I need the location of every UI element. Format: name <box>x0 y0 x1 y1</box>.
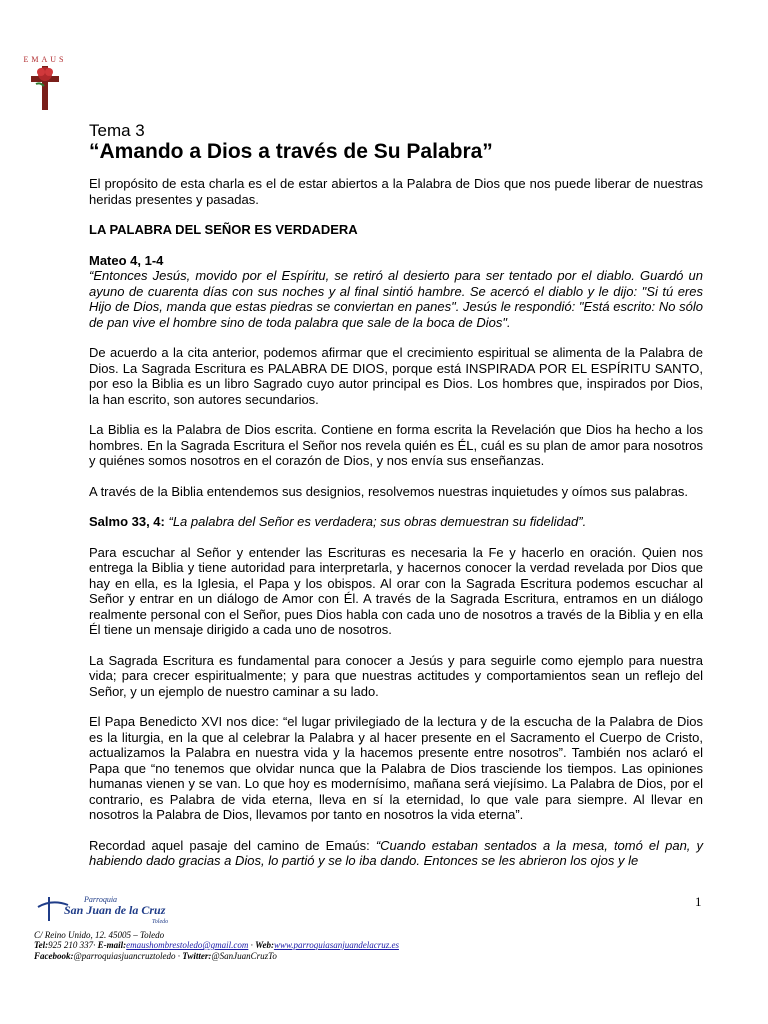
paragraph-8-lead: Recordad aquel pasaje del camino de Emaús: <box>89 837 376 853</box>
footer-social-line <box>34 951 734 962</box>
page-title: “Amando a Dios a través de Su Palabra” <box>89 140 493 163</box>
parish-line2: San Juan de la Cruz <box>64 903 166 917</box>
mateo-reference: Mateo 4, 1-4 <box>89 252 164 268</box>
salmo-verse: “La palabra del Señor es verdadera; sus obras demuestran su fidelidad”. <box>164 514 587 529</box>
intro-paragraph: El propósito de esta charla es el de estar abiertos a la Palabra de Dios que nos puede liberar de nuestras heridas presentes y pasadas. <box>89 176 703 207</box>
facebook-label: Facebook: <box>34 950 74 961</box>
paragraph-5: Para escuchar al Señor y entender las Escrituras es necesaria la Fe y hacerlo en oración. Quien nos entrega la Biblia y tiene autoridad para interpretarla, y hacernos conocer la verdad revelada por Dios que hay en ella, es la Iglesia, el Papa y los obispos. Al orar con la Sagrada Escritura podemos escuchar al Señor y entrar en un diálogo de Amor con Él. A través de la Sagrada Escritura, entramos en un diálogo realmente personal con el Señor, pues Dios habla con cada uno de nosotros a través de la Biblia y en ella Él tiene un mensaje dirigido a cada uno de nosotros. <box>89 544 703 637</box>
email-link[interactable]: emaushombrestoledo@gmail.com <box>126 940 249 950</box>
paragraph-8-quote: “Cuando estaban sentados a la mesa, tomó el pan, y habiendo dado gracias a Dios, lo partió y se lo iba dando. Entonces se les abrieron los ojos y le <box>89 837 703 868</box>
paragraph-3: A través de la Biblia entendemos sus designios, resolvemos nuestras inquietudes y oímos sus palabras. <box>89 483 689 499</box>
mateo-verse: “Entonces Jesús, movido por el Espíritu, se retiró al desierto para ser tentado por el diablo. Guardó un ayuno de cuarenta días con sus noches y al final sintió hambre. Se acercó el diablo y le dijo: "Si tú eres Hijo de Dios, manda que estas piedras se conviertan en panes". Jesús le respondió: "Está escrito: No sólo de pan vive el hombre sino de toda palabra que sale de la boca de Dios". <box>89 268 703 330</box>
paragraph-7: El Papa Benedicto XVI nos dice: “el lugar privilegiado de la lectura y de la escucha de la Palabra de Dios es la liturgia, en la que al celebrar la Palabra y al hacer presente en el Sacramento el Cuerpo de Cristo, actualizamos la Palabra en nuestra vida y la hacemos presente entre nosotros”. También nos aclaró el Papa que “no tenemos que olvidar nunca que la Palabra de Dios trasciende los tiempos. Las opiniones humanas vienen y se van. Lo que hoy es modernísimo, mañana será viejísimo. La Palabra de Dios, por el contrario, es Palabra de vida eterna, lleva en sí la eternidad, lo que vale para siempre. Al llevar en nosotros la Palabra de Dios, llevamos por tanto en nosotros la vida eterna”. <box>89 714 703 822</box>
mateo-block <box>89 253 703 331</box>
parish-line3: Toledo <box>152 919 169 925</box>
tel-label: Tel: <box>34 940 49 950</box>
footer <box>34 893 734 961</box>
parish-line1: Parroquia <box>84 895 118 904</box>
parish-cross-icon <box>48 897 50 921</box>
facebook-handle[interactable]: @parroquiasjuancruztoledo <box>73 950 176 961</box>
twitter-label: Twitter: <box>182 950 212 961</box>
section-heading: LA PALABRA DEL SEÑOR ES VERDADERA <box>89 222 358 237</box>
emaus-logo <box>14 52 76 112</box>
paragraph-6: La Sagrada Escritura es fundamental para conocer a Jesús y para seguirle como ejemplo para nuestra vida; para crecer espiritualmente; y para que nuestras actitudes y comportamientos sean un reflejo del Señor, y un ejemplo de nuestro caminar a su lado. <box>89 652 703 699</box>
topic-number: Tema 3 <box>89 121 145 140</box>
email-label: E-mail: <box>97 940 127 950</box>
footer-address: C/ Reino Unido, 12. 45005 – Toledo <box>34 929 165 940</box>
twitter-separator: · <box>177 950 180 961</box>
web-label: Web: <box>255 940 274 950</box>
salmo-block <box>89 514 703 530</box>
paragraph-1: De acuerdo a la cita anterior, podemos afirmar que el crecimiento espiritual se alimenta de la Palabra de Dios. La Sagrada Escritura es PALABRA DE DIOS, porque está INSPIRADA POR EL ESPÍRITU SANTO, por eso la Biblia es un libro Sagrado cuyo autor principal es Dios. Los hombres que, inspirados por Dios, la han escrito, son autores secundarios. <box>89 345 703 407</box>
twitter-handle[interactable]: @SanJuanCruzTo <box>211 950 277 961</box>
page-number: 1 <box>695 894 702 909</box>
paragraph-2: La Biblia es la Palabra de Dios escrita. Contiene en forma escrita la Revelación que Dios ha hecho a los hombres. En la Sagrada Escritura el Señor nos revela quién es ÉL, cuál es su plan de amor para nosotros y quiénes somos nosotros en el corazón de Dios, y nos envía sus enseñanzas. <box>89 422 703 468</box>
paragraph-8 <box>89 838 703 869</box>
document-body <box>89 121 703 884</box>
tel-value: 925 210 337· <box>48 940 96 950</box>
salmo-reference: Salmo 33, 4: <box>89 514 165 529</box>
parish-logo <box>34 893 194 925</box>
logo-text: EMAUS <box>23 55 67 64</box>
web-link[interactable]: www.parroquiasanjuandelacruz.es <box>273 940 399 950</box>
web-separator: · <box>250 940 253 950</box>
footer-contact-line <box>34 940 734 951</box>
